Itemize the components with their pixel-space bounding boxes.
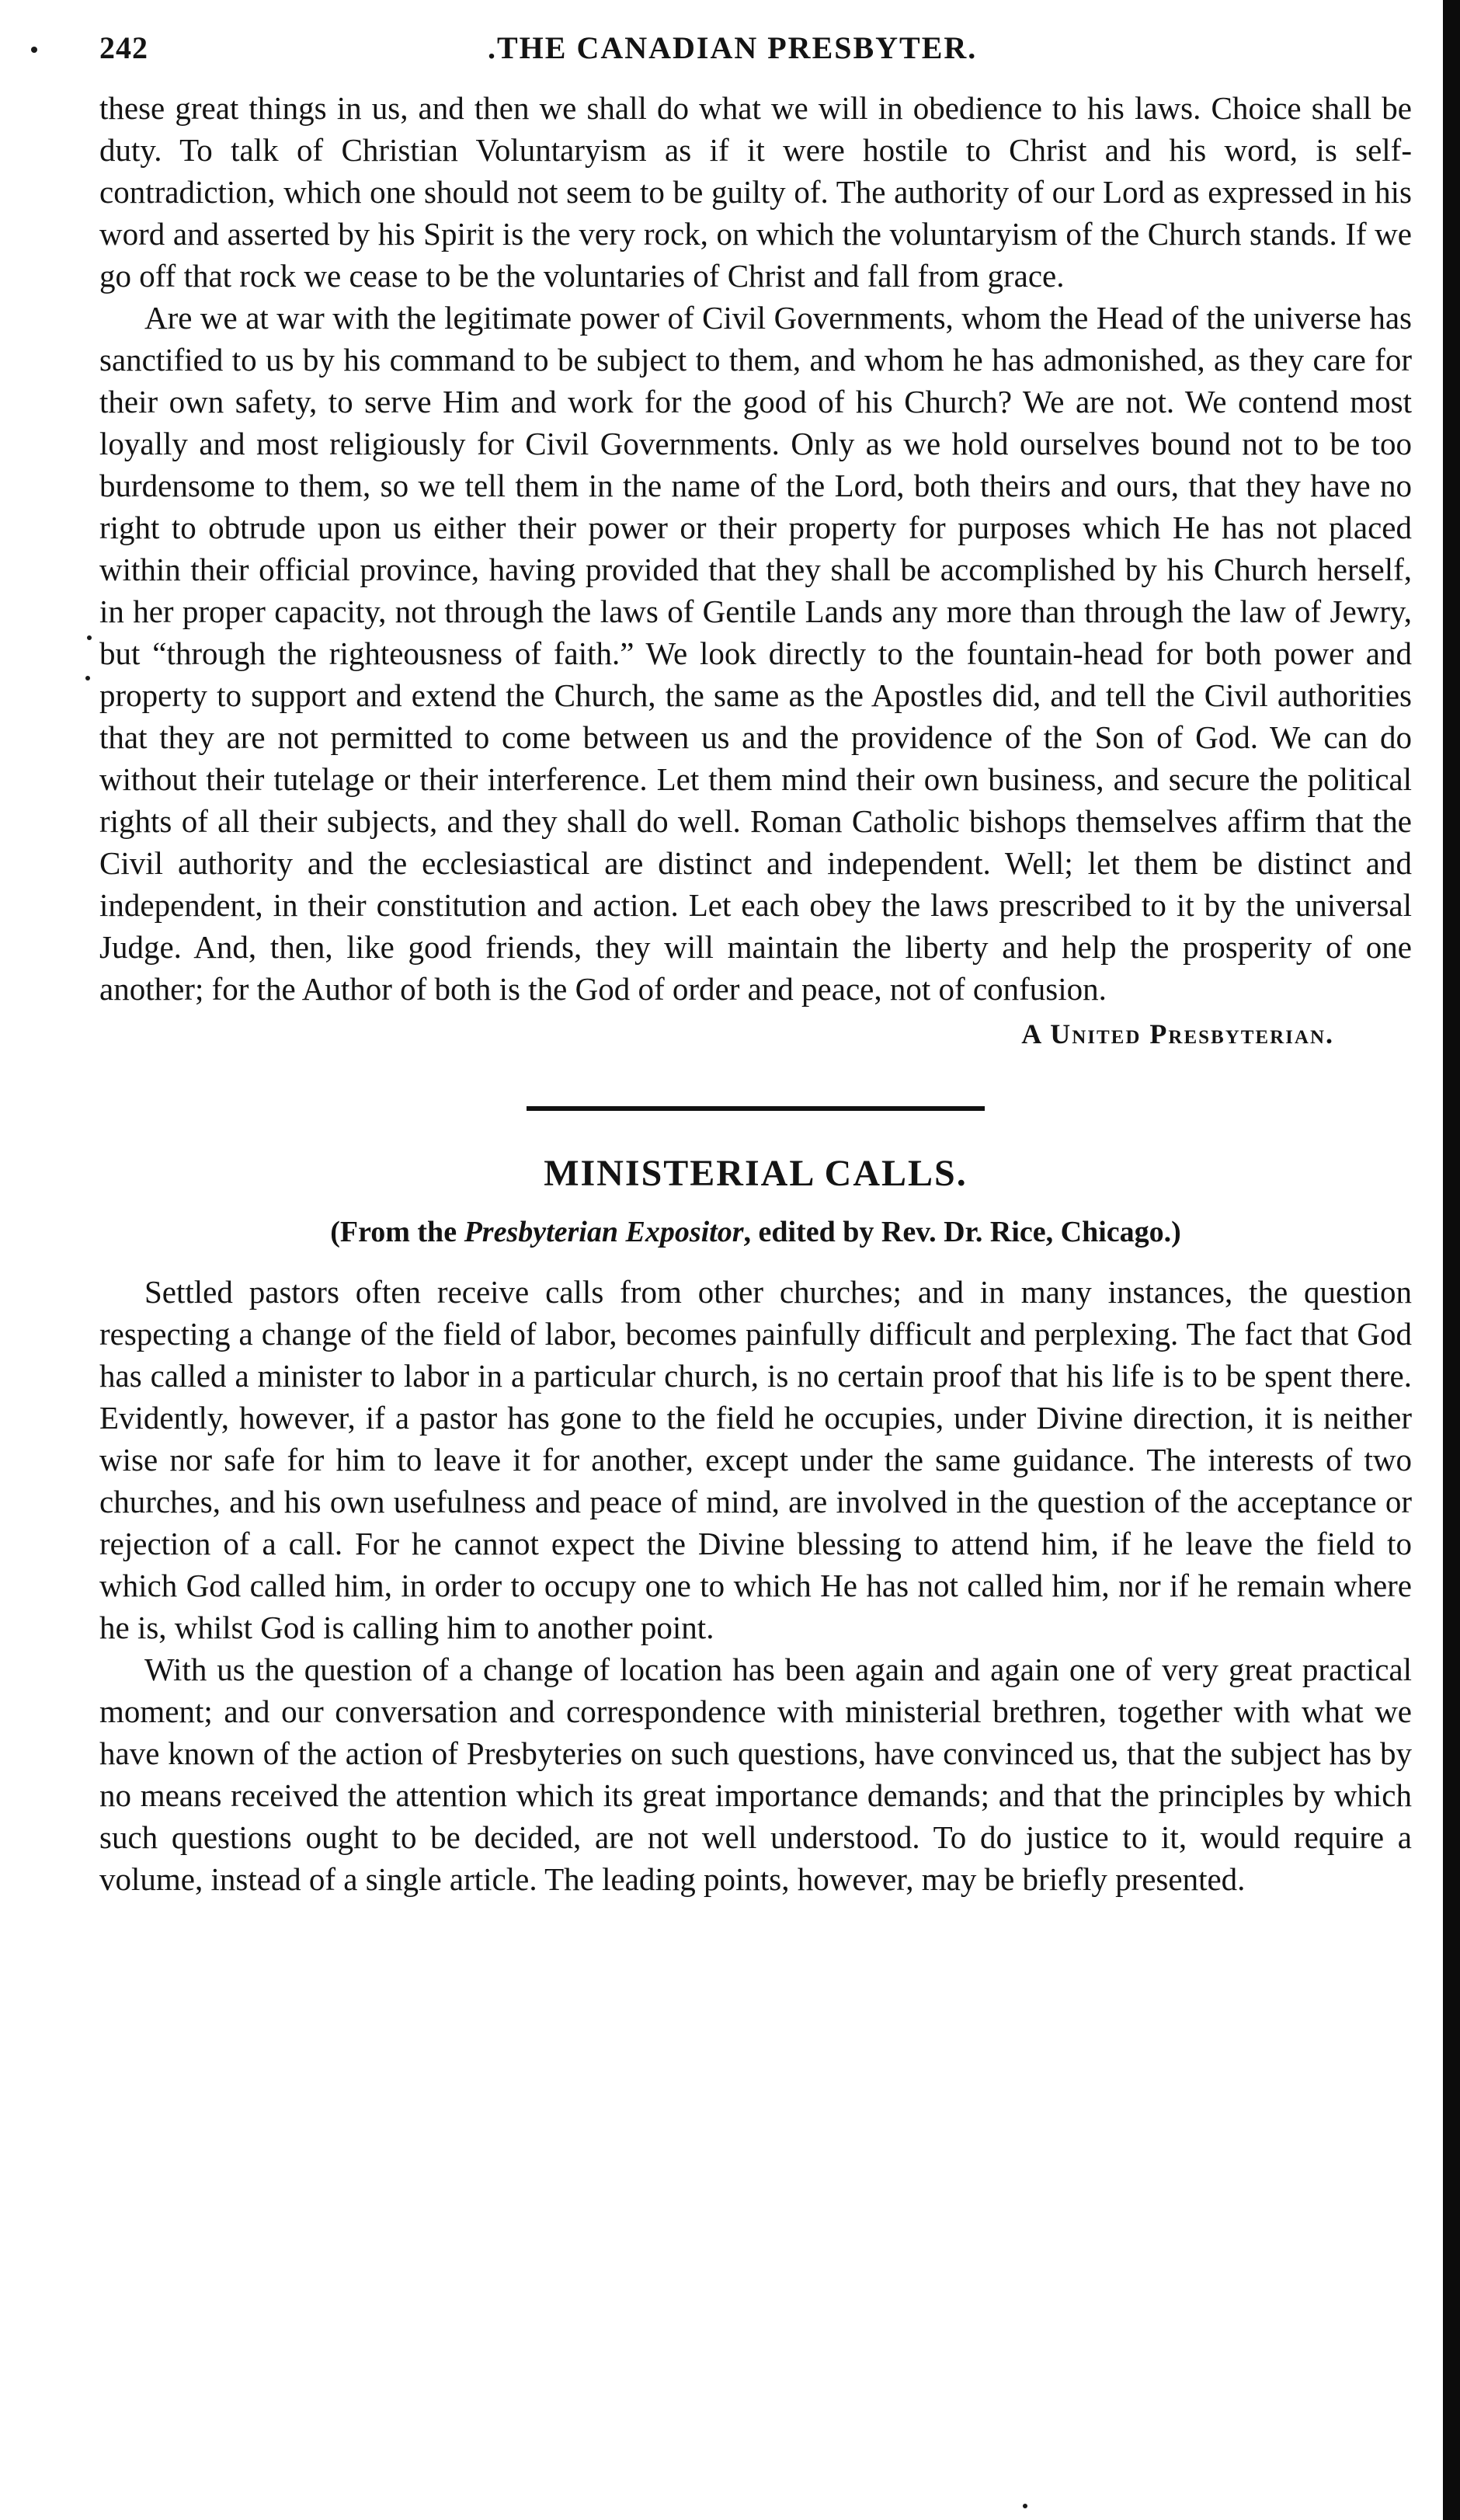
source-publication: Presbyterian Expositor [464, 1216, 744, 1248]
margin-speck [87, 635, 92, 640]
text-column [99, 87, 1412, 1900]
section-title: MINISTERIAL CALLS. [544, 1153, 968, 1194]
running-head [99, 26, 1412, 70]
page-edge-shadow [1443, 0, 1460, 2520]
margin-speck [31, 47, 37, 53]
source-suffix: , edited by Rev. Dr. Rice, Chicago.) [743, 1216, 1181, 1248]
margin-speck [85, 676, 90, 680]
source-attribution [99, 1210, 1412, 1254]
source-prefix: (From the [330, 1216, 464, 1248]
margin-speck [1023, 2504, 1027, 2508]
body-paragraph: Are we at war with the legitimate power of Civil Governments, whom the Head of the universe has sanctified to us by his command to be subject to them, and whom he has admonished, as they care for their own safety, to serve Him and work for the good of his Church? We are not. We contend most loyally and most religiously for Civil Governments. Only as we hold ourselves bound not to be too burdensome to them, so we tell them in the name of the Lord, both theirs and ours, that they have no right to obtrude upon us either their power or their property for purposes which He has not placed within their official province, having provided that they shall be accomplished by his Church herself, in her proper capacity, not through the laws of Gentile Lands any more than through the law of Jewry, but “through the righteousness of faith.” We look directly to the fountain-head for both power and property to support and extend the Church, the same as the Apostles did, and tell the Civil authorities that they are not permitted to come between us and the providence of the Son of God. We can do without their tutelage or their interference. Let them mind their own business, and secure the political rights of all their subjects, and they shall do well. Roman Catholic bishops themselves affirm that the Civil authority and the ecclesiastical are distinct and independent. Well; let them be distinct and independent, in their constitution and action. Let each obey the laws prescribed to it by the universal Judge. And, then, like good friends, they will maintain the liberty and help the prosperity of one another; for the Author of both is the God of order and peace, not of confusion. [99, 300, 1412, 1007]
journal-title: .THE CANADIAN PRESBYTER. [488, 30, 978, 65]
author-signature: A United Presbyterian. [1021, 1018, 1334, 1049]
page-number: 242 [99, 30, 148, 65]
section-divider [527, 1106, 985, 1111]
body-paragraph: these great things in us, and then we shall do what we will in obedience to his laws. Choice shall be duty. To talk of Christian Voluntaryism as if it were hostile to Christ and his word, is self-contradiction, which one should not seem to be guilty of. The authority of our Lord as expressed in his word and asserted by his Spirit is the very rock, on which the voluntaryism of the Church stands. If we go off that rock we cease to be the voluntaries of Christ and fall from grace. [99, 90, 1412, 294]
body-paragraph: Settled pastors often receive calls from other churches; and in many instances, the question respecting a change of the field of labor, becomes painfully difficult and perplexing. The fact that God has called a minister to labor in a particular church, is no certain proof that his life is to be spent there. Evidently, however, if a pastor has gone to the field he occupies, under Divine direction, it is neither wise nor safe for him to leave it for another, except under the same guidance. The interests of two churches, and his own usefulness and peace of mind, are involved in the question of the acceptance or rejection of a call. For he cannot expect the Divine blessing to attend him, if he leave the field to which God called him, in order to occupy one to which He has not called him, nor if he remain where he is, whilst God is calling him to another point. [99, 1274, 1412, 1645]
body-paragraph: With us the question of a change of location has been again and again one of very great practical moment; and our conversation and correspondence with ministerial brethren, together with what we have known of the action of Presbyteries on such questions, have convinced us, that the subject has by no means received the attention which its great importance demands; and that the principles by which such questions ought to be decided, are not well understood. To do justice to it, would require a volume, instead of a single article. The leading points, however, may be briefly presented. [99, 1652, 1412, 1897]
